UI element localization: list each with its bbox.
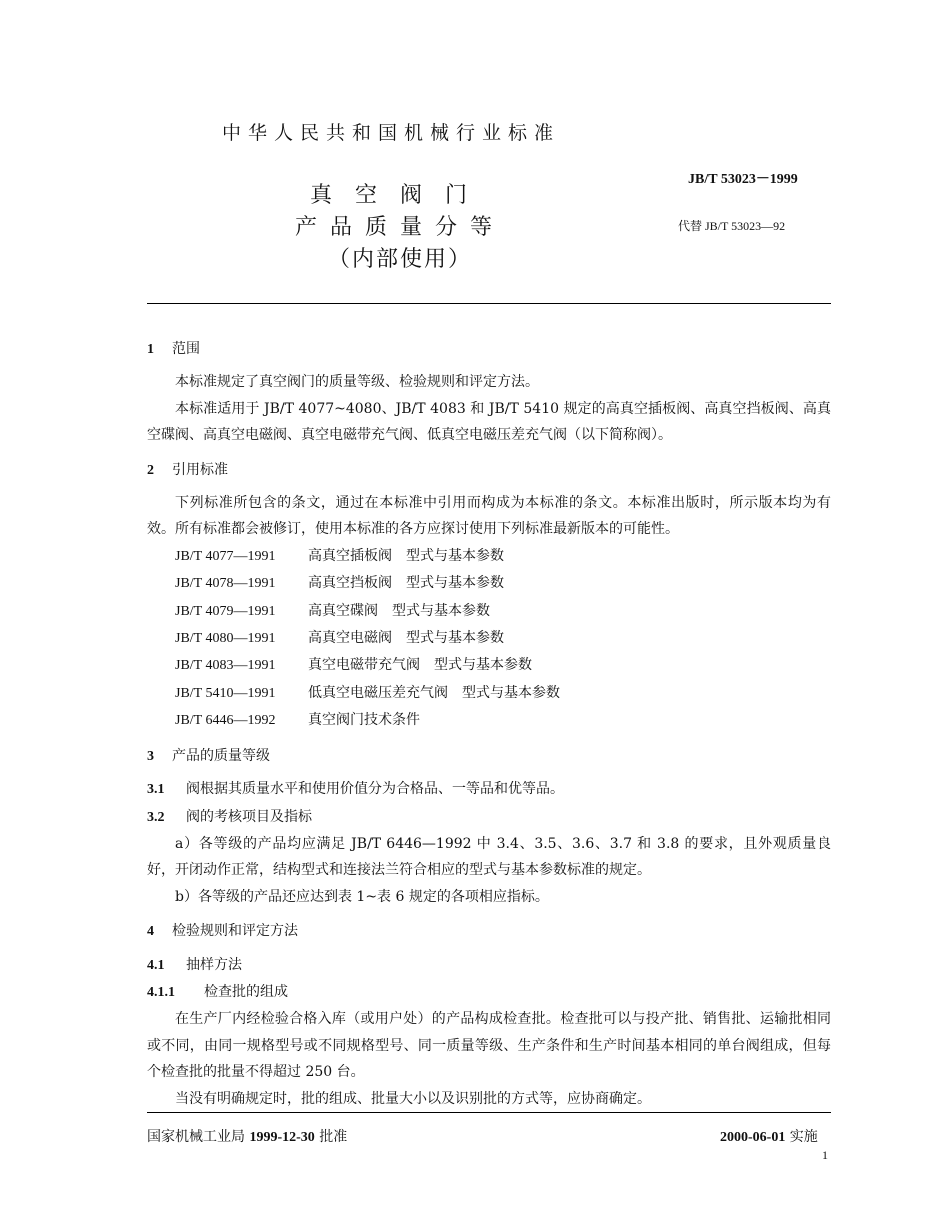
section-3-heading: 3 产品的质量等级 [147,747,270,764]
approval-line [147,1126,347,1146]
section-3-2-heading: 3.2 阀的考核项目及指标 [147,808,312,825]
page-number: 1 [822,1148,828,1162]
reference-item: JB/T 4079—1991 高真空碟阀 型式与基本参数 [175,602,490,619]
document-title-line1: 真空阀门 [309,183,490,208]
effective-date: 2000-06-01 [720,1130,786,1145]
reference-item: JB/T 5410—1991 低真空电磁压差充气阀 型式与基本参数 [175,684,560,701]
reference-item: JB/T 4083—1991 真空电磁带充气阀 型式与基本参数 [175,657,532,674]
reference-item: JB/T 6446—1992 真空阀门技术条件 [175,712,420,729]
standard-number: JB/T 53023－1999 [688,172,798,187]
section-3-1: 3.1 阀根据其质量水平和使用价值分为合格品、一等品和优等品。 [147,781,564,798]
approve-label: 批准 [319,1129,348,1145]
section-4-heading: 4 检验规则和评定方法 [147,923,298,940]
document-title-line3: （内部使用） [327,247,472,272]
section-3-2-item-b: b）各等级的产品还应达到表 1~表 6 规定的各项相应指标。 [175,888,549,905]
section-1-paragraph-1: 本标准规定了真空阀门的质量等级、检验规则和评定方法。 [175,374,539,391]
section-1-paragraph-2: 本标准适用于 JB/T 4077~4080、JB/T 4083 和 JB/T 5410 规定的高真空插板阀、高真空挡板阀、高真空碟阀、高真空电磁阀、真空电磁带充气阀、低真空电磁压差充气阀（以下简称阀）。 [147,400,831,444]
section-4-1-1-heading: 4.1.1 检查批的组成 [147,983,288,1000]
document-body [147,336,831,1112]
reference-item: JB/T 4077—1991 高真空插板阀 型式与基本参数 [175,547,504,564]
section-2-heading: 2 引用标准 [147,461,228,478]
reference-item: JB/T 4078—1991 高真空挡板阀 型式与基本参数 [175,575,504,592]
section-4-1-1-paragraph-1: 在生产厂内经检验合格入库（或用户处）的产品构成检查批。检查批可以与投产批、销售批、运输批相同或不同，由同一规格型号或不同规格型号、同一质量等级、生产条件和生产时间基本相同的单台阀组成，但每个检查批的批量不得超过 250 台。 [147,1011,831,1081]
effective-label: 实施 [789,1129,818,1145]
section-4-1-1-paragraph-2: 当没有明确规定时，批的组成、批量大小以及识别批的方式等，应协商确定。 [175,1090,651,1107]
section-2-paragraph-1: 下列标准所包含的条文，通过在本标准中引用而构成为本标准的条文。本标准出版时，所示版本均为有效。所有标准都会被修订，使用本标准的各方应探讨使用下列标准最新版本的可能性。 [147,495,831,538]
section-4-1-heading: 4.1 抽样方法 [147,956,242,973]
approve-date: 1999-12-30 [249,1130,315,1145]
section-3-2-item-a: a）各等级的产品均应满足 JB/T 6446—1992 中 3.4、3.5、3.6、3.7 和 3.8 的要求，且外观质量良好，开闭动作正常，结构型式和连接法兰符合相应的型式与基本参数标准的规定。 [147,835,831,879]
section-1-heading: 1 范围 [147,341,200,357]
replaces-standard: 代替 JB/T 53023—92 [678,219,786,233]
reference-item: JB/T 4080—1991 高真空电磁阀 型式与基本参数 [175,630,504,647]
effective-line [720,1126,818,1146]
issuing-organization: 中华人民共和国机械行业标准 [222,122,561,144]
footer-divider [147,1112,831,1113]
document-title-line2: 产品质量分等 [294,215,505,240]
header-divider [147,303,831,304]
approver: 国家机械工业局 [147,1129,245,1145]
